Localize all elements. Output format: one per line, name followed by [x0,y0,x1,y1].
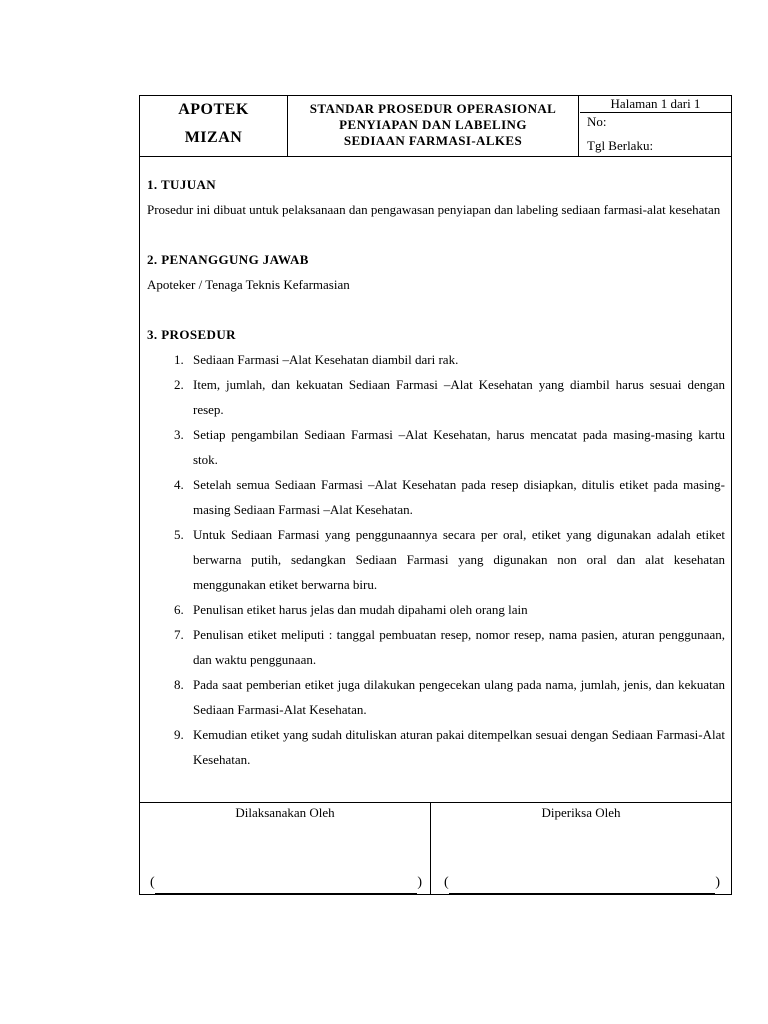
section-text-tujuan: Prosedur ini dibuat untuk pelaksanaan dan pengawasan penyiapan dan labeling sediaan farmasi-alat kesehatan [147,202,721,217]
step-text: Setiap pengambilan Sediaan Farmasi –Alat Kesehatan, harus mencatat pada masing-masing kartu stok. [193,427,725,467]
step-text: Item, jumlah, dan kekuatan Sediaan Farmasi –Alat Kesehatan yang diambil harus sesuai dengan resep. [193,377,725,417]
paren-close: ) [417,875,422,890]
organization-name [140,96,288,156]
step-number: 2. [174,377,184,392]
procedure-step [147,347,725,372]
step-number: 7. [174,627,184,642]
title-line-2: PENYIAPAN DAN LABELING [339,117,527,132]
document-header [140,96,731,157]
section-title-prosedur: 3. PROSEDUR [147,327,236,342]
paren-open: ( [150,875,155,890]
sop-document [139,95,732,895]
step-number: 4. [174,477,184,492]
checked-by-label: Diperiksa Oleh [541,805,621,820]
step-text: Pada saat pemberian etiket juga dilakukan pengecekan ulang pada nama, jumlah, jenis, dan kekuatan Sediaan Farmasi-Alat Kesehatan. [193,677,725,717]
procedure-step [147,722,725,772]
title-line-3: SEDIAAN FARMASI-ALKES [343,133,523,148]
procedure-step [147,622,725,672]
paren-close: ) [715,875,720,890]
section-title-tujuan: 1. TUJUAN [147,177,217,192]
section-title-penanggung-jawab: 2. PENANGGUNG JAWAB [147,252,309,267]
page-number: Halaman 1 dari 1 [580,96,731,113]
title-line-1: STANDAR PROSEDUR OPERASIONAL [309,101,557,116]
document-title [288,96,579,156]
document-meta [580,96,731,156]
organization-line-2: MIZAN [184,129,243,146]
step-number: 5. [174,527,184,542]
procedure-list [147,347,725,772]
organization-line-1: APOTEK [178,101,249,118]
effective-date: Tgl Berlaku: [587,138,654,153]
step-number: 1. [174,352,184,367]
paren-open: ( [444,875,449,890]
checked-by-signature-line [444,875,720,894]
step-text: Sediaan Farmasi –Alat Kesehatan diambil dari rak. [193,352,459,367]
procedure-step [147,522,725,597]
step-text: Kemudian etiket yang sudah dituliskan aturan pakai ditempelkan sesuai dengan Sediaan Farmasi-Alat Kesehatan. [193,727,725,767]
step-text: Untuk Sediaan Farmasi yang penggunaannya secara per oral, etiket yang digunakan adalah etiket berwarna putih, sedangkan Sediaan Farmasi yang digunakan non oral dan alat kesehatan menggunakan etiket berwarna biru. [193,527,725,592]
executed-by-signature-line [150,875,422,894]
document-number: No: [587,114,607,129]
procedure-step [147,372,725,422]
checked-by-column [431,803,731,895]
step-number: 6. [174,602,184,617]
procedure-step [147,672,725,722]
executed-by-label: Dilaksanakan Oleh [235,805,335,820]
step-number: 3. [174,427,184,442]
step-number: 9. [174,727,184,742]
step-text: Setelah semua Sediaan Farmasi –Alat Kesehatan pada resep disiapkan, ditulis etiket pada masing-masing Sediaan Farmasi –Alat Kesehatan. [193,477,725,517]
step-text: Penulisan etiket meliputi : tanggal pembuatan resep, nomor resep, nama pasien, aturan penggunaan, dan waktu penggunaan. [193,627,725,667]
document-body [147,172,725,772]
signature-section [140,802,731,895]
procedure-step [147,422,725,472]
step-number: 8. [174,677,184,692]
section-text-penanggung-jawab: Apoteker / Tenaga Teknis Kefarmasian [147,277,350,292]
executed-by-column [140,803,431,895]
procedure-step [147,597,725,622]
procedure-step [147,472,725,522]
step-text: Penulisan etiket harus jelas dan mudah dipahami oleh orang lain [193,602,528,617]
